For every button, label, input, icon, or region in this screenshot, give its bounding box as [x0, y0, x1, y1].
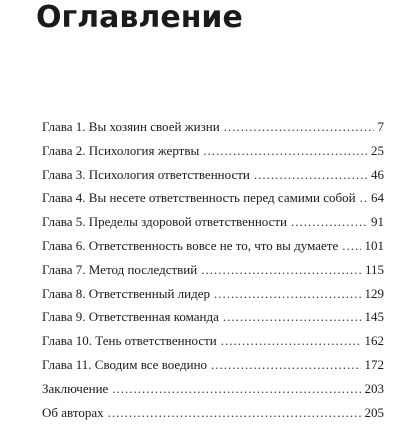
toc-entry-page: 205	[364, 404, 384, 420]
dot-leader	[108, 404, 361, 422]
dot-leader	[112, 380, 360, 398]
dot-leader	[203, 142, 367, 160]
toc-entry-label: Глава 4. Вы несете ответственность перед самими собой	[42, 190, 356, 206]
toc-entry-label: Об авторах	[42, 404, 104, 420]
dot-leader	[211, 356, 360, 374]
toc-entry-page: 64	[371, 190, 384, 206]
dot-leader	[214, 285, 361, 303]
dot-leader	[291, 213, 367, 231]
toc-entry-label: Глава 3. Психология ответственности	[42, 166, 250, 182]
toc-entry[interactable]	[42, 332, 384, 356]
toc-entry[interactable]	[42, 261, 384, 285]
toc-entry-label: Глава 10. Тень ответственности	[42, 333, 217, 349]
page-title: Оглавление	[36, 0, 243, 35]
toc-entry[interactable]	[42, 213, 384, 237]
dot-leader	[201, 261, 361, 279]
toc-entry-label: Глава 8. Ответственный лидер	[42, 285, 210, 301]
toc-entry-page: 25	[371, 142, 384, 158]
toc-entry-label: Глава 7. Метод последствий	[42, 261, 198, 277]
toc-entry-page: 101	[364, 237, 384, 253]
toc-entry-page: 7	[377, 119, 384, 134]
dot-leader	[254, 166, 367, 184]
dot-leader	[360, 189, 367, 207]
toc-entry-page: 162	[364, 333, 384, 349]
toc-entry-label: Глава 5. Пределы здоровой ответственности	[42, 214, 288, 230]
dot-leader	[342, 237, 360, 255]
toc-entry[interactable]	[42, 308, 384, 332]
dot-leader	[224, 118, 374, 136]
toc-entry-page: 145	[364, 309, 384, 325]
toc-entry[interactable]	[42, 356, 384, 380]
toc-entry[interactable]	[42, 142, 384, 166]
toc-entry[interactable]	[42, 237, 384, 261]
toc-entry-page: 203	[364, 380, 384, 396]
toc-entry[interactable]	[42, 285, 384, 309]
toc-entry[interactable]	[42, 380, 384, 404]
toc-entry[interactable]	[42, 118, 384, 142]
toc-entry[interactable]	[42, 189, 384, 213]
toc-list	[42, 118, 384, 427]
toc-entry-page: 172	[364, 356, 384, 372]
dot-leader	[223, 308, 361, 326]
toc-entry-page: 91	[371, 214, 384, 230]
dot-leader	[221, 332, 361, 350]
toc-entry-label: Глава 9. Ответственная команда	[42, 309, 219, 325]
toc-entry[interactable]	[42, 404, 384, 427]
toc-entry-label: Глава 1. Вы хозяин своей жизни	[42, 119, 220, 134]
toc-entry-page: 115	[364, 261, 384, 277]
toc-entry[interactable]	[42, 166, 384, 190]
toc-entry-label: Глава 11. Сводим все воедино	[42, 356, 208, 372]
toc-entry-label: Глава 2. Психология жертвы	[42, 142, 200, 158]
toc-entry-label: Заключение	[42, 380, 109, 396]
toc-entry-label: Глава 6. Ответственность вовсе не то, что вы думаете	[42, 237, 339, 253]
toc-entry-page: 129	[364, 285, 384, 301]
toc-entry-page: 46	[371, 166, 384, 182]
